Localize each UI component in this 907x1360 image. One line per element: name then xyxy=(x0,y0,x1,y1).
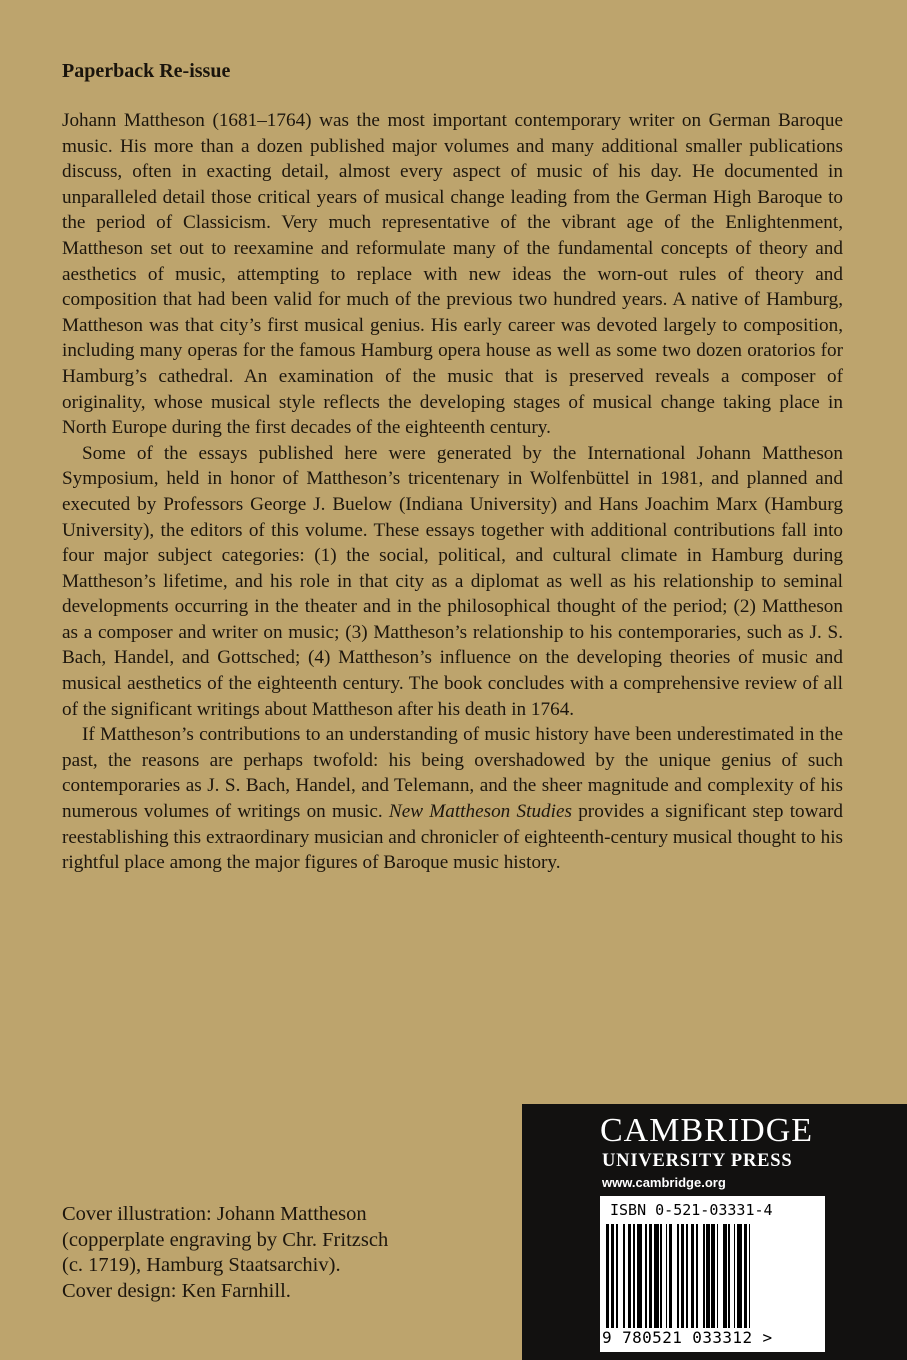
ean-text: 9 780521 033312 > xyxy=(602,1328,773,1347)
barcode-bar xyxy=(734,1224,736,1328)
barcode-bar xyxy=(681,1224,684,1328)
barcode-bar xyxy=(723,1224,726,1328)
barcode-bar xyxy=(623,1224,625,1328)
barcode-bar xyxy=(717,1224,719,1328)
barcode-bar xyxy=(686,1224,688,1328)
barcode-bar xyxy=(606,1224,609,1328)
barcode-bar xyxy=(737,1224,742,1328)
barcode-box xyxy=(600,1196,825,1352)
isbn-text: ISBN 0-521-03331-4 xyxy=(610,1201,773,1219)
barcode-bar xyxy=(660,1224,662,1328)
blurb-paragraph-3 xyxy=(62,722,843,876)
blurb-paragraph-2: Some of the essays published here were generated by the International Johann Mattheson Symposium, held in honor of Mattheson’s tricentenary in Wolfenbüttel in 1981, and planned and executed by Professors George J. Buelow (Indiana University) and Hans Joachim Marx (Hamburg University), the editors of this volume. These essays together with additional contributions fall into four major subject categories: (1) the social, political, and cultural climate in Hamburg during Mattheson’s lifetime, and his role in that city as a diplomat as well as his relationship to seminal developments occurring in the theater and in the philosophical thought of the period; (2) Mattheson as a composer and writer on music; (3) Mattheson’s relationship to his contemporaries, such as J. S. Bach, Handel, and Gottsched; (4) Mattheson’s influence on the developing theories of music and musical aesthetics of the eighteenth century. The book concludes with a comprehensive review of all of the significant writings about Mattheson after his death in 1764. xyxy=(62,442,843,720)
barcode-bar xyxy=(677,1224,679,1328)
cover-credits xyxy=(62,1202,502,1304)
reissue-label: Paperback Re-issue xyxy=(62,60,231,82)
barcode-bar xyxy=(703,1224,705,1328)
barcode-bar xyxy=(749,1224,751,1328)
barcode-bar xyxy=(666,1224,668,1328)
barcode-bar xyxy=(669,1224,672,1328)
credit-line-1: Cover illustration: Johann Mattheson xyxy=(62,1203,367,1225)
barcode-bar xyxy=(696,1224,698,1328)
publisher-name: CAMBRIDGE xyxy=(600,1112,814,1149)
barcode-bar xyxy=(637,1224,642,1328)
credit-line-4: Cover design: Ken Farnhill. xyxy=(62,1279,291,1302)
barcode-bar xyxy=(633,1224,635,1328)
barcode-bar xyxy=(711,1224,714,1328)
back-cover-blurb xyxy=(62,108,843,876)
barcode-bar xyxy=(706,1224,709,1328)
publisher-subtitle: UNIVERSITY PRESS xyxy=(602,1151,793,1171)
barcode-bar xyxy=(616,1224,618,1328)
blurb-paragraph-1: Johann Mattheson (1681–1764) was the most important contemporary writer on German Baroque music. His more than a dozen published major volumes and many additional smaller publications discuss, often in exacting detail, almost every aspect of music of his day. He documented in unparalleled detail those critical years of musical change leading from the German High Baroque to the period of Classicism. Very much representative of the vibrant age of the Enlightenment, Mattheson set out to reexamine and reformulate many of the fundamental concepts of theory and aesthetics of music, attempting to replace with new ideas the worn-out rules of theory and composition that had been valid for much of the previous two hundred years. A native of Hamburg, Mattheson was that city’s first musical genius. His early career was devoted largely to composition, including many operas for the famous Hamburg opera house as well as some two dozen oratorios for Hamburg’s cathedral. An examination of the music that is preserved reveals a composer of originality, whose musical style reflects the developing stages of musical change taking place in North Europe during the first decades of the eighteenth century. xyxy=(62,110,843,439)
blurb-p3-end: provides a significant step toward reestablishing this extraordinary musician and chronicler of eighteenth-century musical thought to his rightful place among the major figures of Baroque music history. xyxy=(62,801,843,874)
barcode-bar xyxy=(611,1224,614,1328)
barcode-bar xyxy=(628,1224,631,1328)
publisher-url: www.cambridge.org xyxy=(602,1175,726,1190)
book-title: New Mattheson Studies xyxy=(388,801,572,823)
barcode-bars xyxy=(602,1224,824,1328)
credit-line-3: (c. 1719), Hamburg Staatsarchiv). xyxy=(62,1254,341,1276)
blurb-p3-start: If Mattheson’s contributions to an understanding of music history have been underestimated in the past, the reasons are perhaps twofold: his being overshadowed by the unique genius of such contemporaries as J. S. Bach, Handel, and Telemann, and the sheer magnitude and complexity of his numerous volumes of writings on music. xyxy=(62,724,843,823)
barcode-bar xyxy=(744,1224,747,1328)
credit-line-2: (copperplate engraving by Chr. Fritzsch xyxy=(62,1228,389,1251)
barcode-bar xyxy=(691,1224,694,1328)
barcode-bar xyxy=(649,1224,652,1328)
barcode-bar xyxy=(728,1224,730,1328)
publisher-panel xyxy=(522,1104,907,1360)
barcode-bar xyxy=(654,1224,659,1328)
barcode-bar xyxy=(645,1224,647,1328)
